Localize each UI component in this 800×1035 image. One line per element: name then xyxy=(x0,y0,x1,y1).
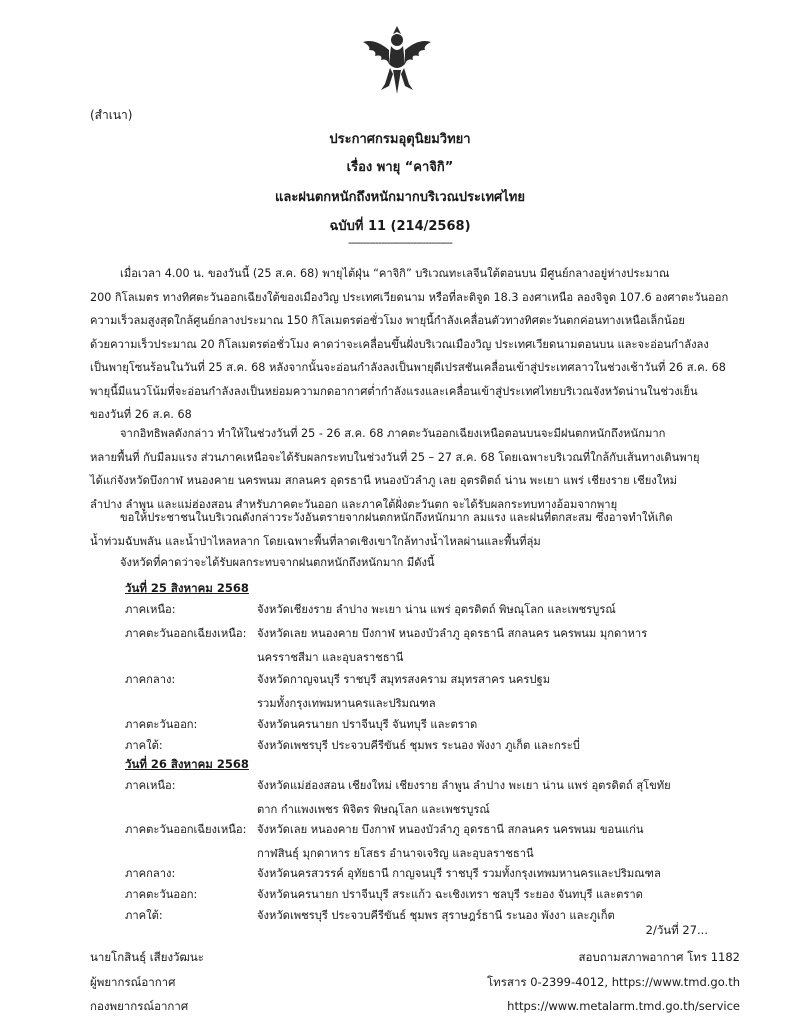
region-label: ภาคเหนือ: xyxy=(125,779,176,792)
paragraph-line: จากอิทธิพลดังกล่าว ทำให้ในช่วงวันที่ 25 - 26 ส.ค. 68 ภาคตะวันออกเฉียงเหนือตอนบนจะมีฝนตกหนักถึงหนักมาก xyxy=(120,427,666,440)
footer-signatory xyxy=(90,945,204,1019)
province-list xyxy=(257,598,737,622)
header-separator: ----------------------------------- xyxy=(348,236,452,249)
forecast-division: กองพยากรณ์อากาศ xyxy=(90,999,189,1013)
paragraph-line: 200 กิโลเมตร ทางทิศตะวันออกเฉียงใต้ของเมืองวิญ ประเทศเวียดนาม หรือที่ละติจูด 18.3 องศาเหนือ ลองจิจูด 107.6 องศาตะวันออก xyxy=(90,290,729,304)
paragraph-line: เป็นพายุโซนร้อนในวันที่ 25 ส.ค. 68 หลังจากนั้นจะอ่อนกำลังลงเป็นพายุดีเปรสชันเคลื่อนเข้าสู่ประเทศลาวในช่วงเช้าวันที่ 26 ส.ค. 68 xyxy=(90,361,726,374)
province-line: จังหวัดเลย หนองคาย บึงกาฬ หนองบัวลำภู อุดรธานี สกลนคร นครพนม มุกดาหาร xyxy=(257,627,648,640)
region-label: ภาคใต้: xyxy=(125,739,163,752)
province-line: จังหวัดนครสวรรค์ อุทัยธานี กาญจนบุรี ราชบุรี รวมทั้งกรุงเทพมหานครและปริมณฑล xyxy=(257,867,661,880)
province-list xyxy=(257,883,737,907)
province-line: จังหวัดเพชรบุรี ประจวบคีรีขันธ์ ชุมพร ระนอง พังงา ภูเก็ต และกระบี่ xyxy=(257,739,580,752)
paragraph-line: ได้แก่จังหวัดบึงกาฬ หนองคาย นครพนม สกลนคร อุดรธานี หนองบัวลำภู เลย อุตรดิตถ์ น่าน พะเยา แพร่ เชียงราย เชียงใหม่ xyxy=(90,474,677,487)
paragraph-line: น้ำท่วมฉับพลัน และน้ำป่าไหลหลาก โดยเฉพาะพื้นที่ลาดเชิงเขาใกล้ทางน้ำไหลผ่านและพื้นที่ลุ่ม xyxy=(90,534,541,548)
document-subject: เรื่อง พายุ “คาจิกิ” xyxy=(346,160,454,175)
forecaster-position: ผู้พยากรณ์อากาศ xyxy=(90,974,176,989)
province-line: จังหวัดแม่ฮ่องสอน เชียงใหม่ เชียงราย ลำพูน ลำปาง พะเยา น่าน แพร่ อุตรดิตถ์ สุโขทัย xyxy=(257,779,671,792)
paragraph-line: เมื่อเวลา 4.00 น. ของวันนี้ (25 ส.ค. 68) พายุไต้ฝุ่น “คาจิกิ” บริเวณทะเลจีนใต้ตอนบน มีศูนย์กลางอยู่ห่างประมาณ xyxy=(120,267,670,280)
province-list xyxy=(257,862,737,886)
paragraph-line: ความเร็วลมสูงสุดใกล้ศูนย์กลางประมาณ 150 กิโลเมตรต่อชั่วโมง พายุนี้กำลังเคลื่อนตัวทางทิศตะวันตกค่อนทางเหนือเล็กน้อย xyxy=(90,314,685,327)
issue-number: ฉบับที่ 11 (214/2568) xyxy=(329,219,471,234)
paragraph-line: ลำปาง ลำพูน และแม่ฮ่องสอน สำหรับภาคตะวันออก และภาคใต้ฝั่งตะวันตก จะได้รับผลกระทบทางอ้อมจากพายุ xyxy=(90,497,618,511)
paragraph-line: ขอให้ประชาชนในบริเวณดังกล่าวระวังอันตรายจากฝนตกหนักถึงหนักมาก ลมแรง และฝนที่ตกสะสม ซึ่งอาจทำให้เกิด xyxy=(120,511,673,524)
copy-mark: (สำเนา) xyxy=(90,108,133,122)
province-list xyxy=(257,668,737,715)
region-label: ภาคเหนือ: xyxy=(125,603,176,616)
province-line: กาฬสินธุ์ มุกดาหาร ยโสธร อำนาจเจริญ และอุบลราชธานี xyxy=(257,846,534,860)
province-line: จังหวัดเชียงราย ลำปาง พะเยา น่าน แพร่ อุตรดิตถ์ พิษณุโลก และเพชรบูรณ์ xyxy=(257,603,616,616)
province-line: รวมทั้งกรุงเทพมหานครและปริมณฑล xyxy=(257,696,436,710)
paragraph-storm-position xyxy=(90,262,740,427)
paragraph-line: จังหวัดที่คาดว่าจะได้รับผลกระทบจากฝนตกหนักถึงหนักมาก มีดังนี้ xyxy=(120,556,435,569)
footer-contact xyxy=(487,945,740,1019)
province-line: ตาก กำแพงเพชร พิจิตร พิษณุโลก และเพชรบูรณ์ xyxy=(257,802,490,816)
paragraph-line: ของวันที่ 26 ส.ค. 68 xyxy=(90,408,192,421)
paragraph-impact xyxy=(90,422,740,516)
paragraph-province-intro xyxy=(90,551,740,575)
province-line: นครราชสีมา และอุบลราชธานี xyxy=(257,650,404,664)
province-list xyxy=(257,622,737,669)
region-label: ภาคตะวันออกเฉียงเหนือ: xyxy=(125,823,247,836)
province-line: จังหวัดเลย หนองคาย บึงกาฬ หนองบัวลำภู อุดรธานี สกลนคร นครพนม ขอนแก่น xyxy=(257,823,644,836)
region-label: ภาคตะวันออก: xyxy=(125,888,198,901)
document-subject-line2: และฝนตกหนักถึงหนักมากบริเวณประเทศไทย xyxy=(274,190,525,205)
next-page-marker: 2/วันที่ 27... xyxy=(645,923,708,937)
document-title: ประกาศกรมอุตุนิยมวิทยา xyxy=(329,132,471,147)
province-line: จังหวัดเพชรบุรี ประจวบคีรีขันธ์ ชุมพร สุราษฎร์ธานี ระนอง พังงา และภูเก็ต xyxy=(257,909,615,922)
region-label: ภาคกลาง: xyxy=(125,867,176,880)
day-heading-26: วันที่ 26 สิงหาคม 2568 xyxy=(125,757,249,771)
garuda-emblem-icon xyxy=(357,20,437,100)
paragraph-line: พายุนี้มีแนวโน้มที่จะอ่อนกำลังลงเป็นหย่อมความกดอากาศต่ำกำลังแรงและเคลื่อนเข้าสู่ประเทศไทยบริเวณจังหวัดน่านในช่วงเย็น xyxy=(90,384,698,398)
region-label: ภาคใต้: xyxy=(125,909,163,922)
region-label: ภาคกลาง: xyxy=(125,673,176,686)
fax-website-text: โทรสาร 0-2399-4012, https://www.tmd.go.th xyxy=(487,974,740,989)
province-list xyxy=(257,818,737,865)
service-url-link[interactable]: https://www.metalarm.tmd.go.th/service xyxy=(507,999,740,1013)
province-list xyxy=(257,734,737,758)
province-line: จังหวัดนครนายก ปราจีนบุรี สระแก้ว ฉะเชิงเทรา ชลบุรี ระยอง จันทบุรี และตราด xyxy=(257,888,643,901)
hotline-text: สอบถามสภาพอากาศ โทร 1182 xyxy=(578,950,740,964)
province-list xyxy=(257,774,737,821)
province-list xyxy=(257,713,737,737)
region-label: ภาคตะวันออก: xyxy=(125,718,198,731)
paragraph-line: ด้วยความเร็วประมาณ 20 กิโลเมตรต่อชั่วโมง คาดว่าจะเคลื่อนขึ้นฝั่งบริเวณเมืองวิญ ประเทศเวียดนามตอนบน และจะอ่อนกำลังลง xyxy=(90,337,709,351)
region-label: ภาคตะวันออกเฉียงเหนือ: xyxy=(125,627,247,640)
paragraph-warning xyxy=(90,506,740,553)
forecaster-name: นายโกสินธุ์ เสียงวัฒนะ xyxy=(90,950,204,964)
province-line: จังหวัดนครนายก ปราจีนบุรี จันทบุรี และตราด xyxy=(257,718,478,731)
province-line: จังหวัดกาญจนบุรี ราชบุรี สมุทรสงคราม สมุทรสาคร นครปฐม xyxy=(257,673,551,686)
day-heading-25: วันที่ 25 สิงหาคม 2568 xyxy=(125,581,249,595)
paragraph-line: หลายพื้นที่ กับมีลมแรง ส่วนภาคเหนือจะได้รับผลกระทบในช่วงวันที่ 25 – 27 ส.ค. 68 โดยเฉพาะบริเวณที่ใกล้กับเส้นทางเดินพายุ xyxy=(90,450,700,464)
